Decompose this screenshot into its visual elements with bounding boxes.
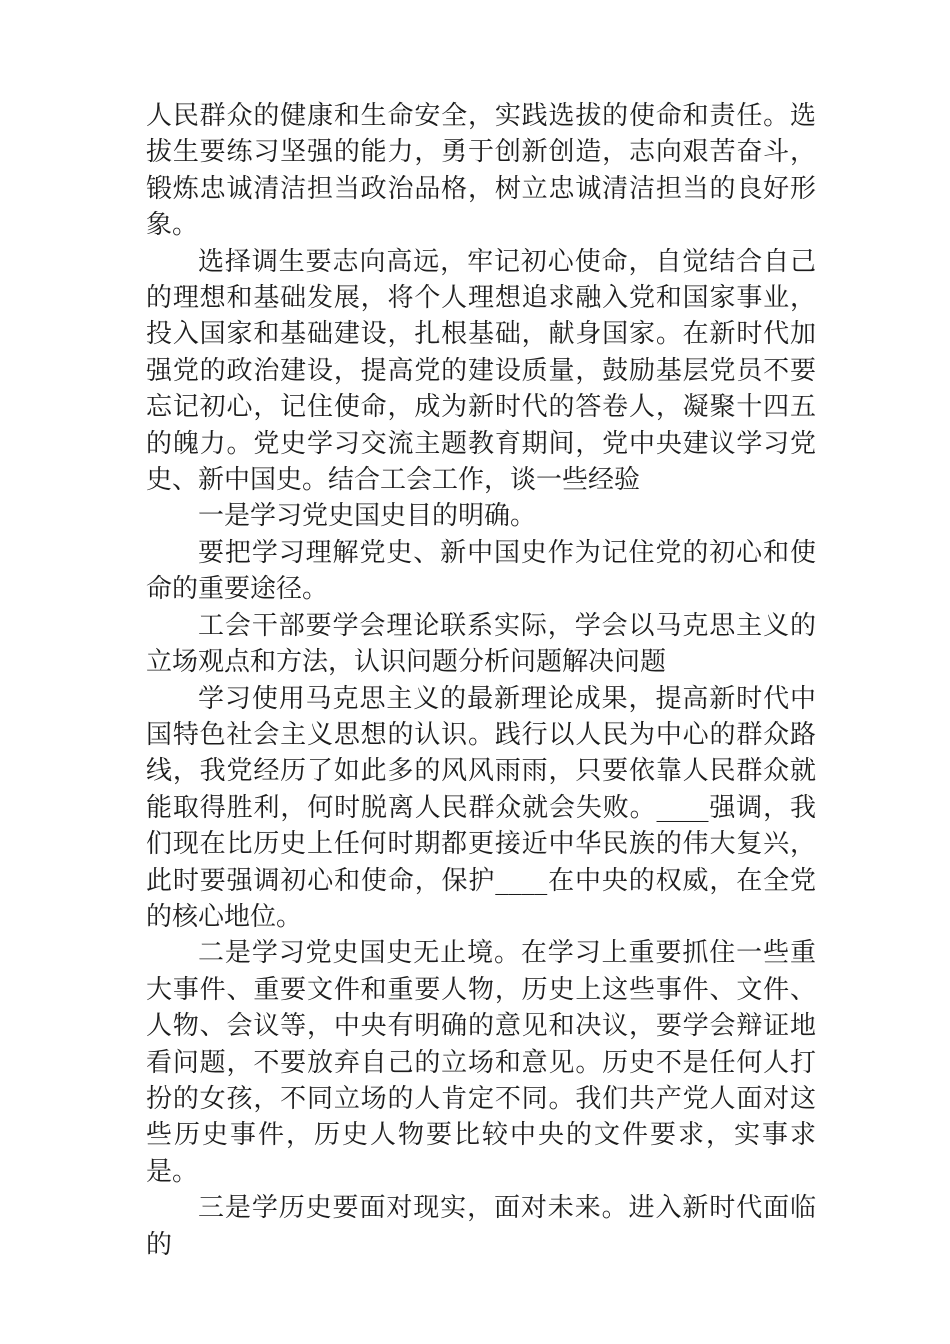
paragraph: 学习使用马克思主义的最新理论成果，提高新时代中国特色社会主义思想的认识。践行以人民为中心的群众路线，我党经历了如此多的风风雨雨，只要依靠人民群众就能取得胜利，何时脱离人民群众就会失败。____强调，我们现在比历史上任何时期都更接近中华民族的伟大复兴，此时要强调初心和使命，保护____在中央的权威，在全党的核心地位。 [146,683,816,932]
paragraph: 工会干部要学会理论联系实际，学会以马克思主义的立场观点和方法，认识问题分析问题解决问题 [146,610,816,678]
body-text [146,98,816,1263]
paragraph-heading-2: 二是学习党史国史无止境。在学习上重要抓住一些重大事件、重要文件和重要人物，历史上这些事件、文件、人物、会议等，中央有明确的意见和决议，要学会辩证地看问题，不要放弃自己的立场和意见。历史不是任何人打扮的女孩，不同立场的人肯定不同。我们共产党人面对这些历史事件，历史人物要比较中央的文件要求，实事求是。 [146,938,816,1187]
paragraph-heading-3: 三是学历史要面对现实，面对未来。进入新时代面临的 [146,1193,816,1260]
paragraph-heading-1: 一是学习党史国史目的明确。 [198,501,537,532]
paragraph-continued: 人民群众的健康和生命安全，实践选拔的使命和责任。选拔生要练习坚强的能力，勇于创新创造，志向艰苦奋斗，锻炼忠诚清洁担当政治品格，树立忠诚清洁担当的良好形象。 [146,101,816,241]
paragraph: 要把学习理解党史、新中国史作为记住党的初心和使命的重要途径。 [146,537,816,605]
paragraph: 选择调生要志向高远，牢记初心使命，自觉结合自己的理想和基础发展，将个人理想追求融入党和国家事业，投入国家和基础建设，扎根基础，献身国家。在新时代加强党的政治建设，提高党的建设质量，鼓励基层党员不要忘记初心，记住使命，成为新时代的答卷人，凝聚十四五的魄力。党史学习交流主题教育期间，党中央建议学习党史、新中国史。结合工会工作，谈一些经验 [146,246,816,496]
